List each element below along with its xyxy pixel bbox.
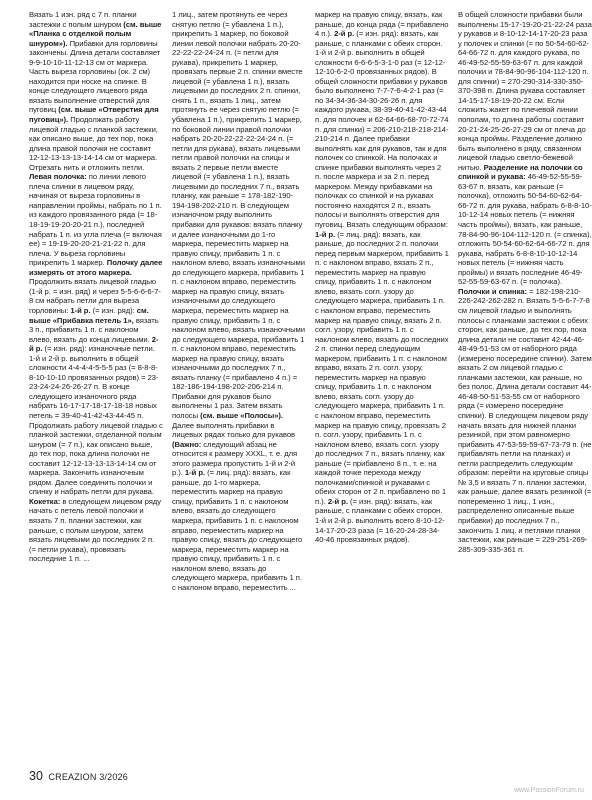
text-column-1 [29,10,163,564]
text-run: следующий абзац не относится к размеру XXXL, т. е. для этого размера пропустить 1-й и 2-й р.). [172,439,298,478]
text-run: вязать 3 п., прибавить 1 п. с наклоном влево, вязать до конца лицевыми. [29,315,159,344]
text-run: Продолжать работу лицевой гладью с планкой застежки, как описано выше, до тех пор, пока длина правой полочки не составит 12-12-13-13-13-14-14 см от маркера. Отрезать нить и отложить петли. [29,115,158,172]
bold-run: 2-й р. [29,334,159,354]
text-run: Продолжать работу лицевой гладью с планкой застежки, отделанной полым шнуром (= 7 п.), как описано выше, до тех пор, пока длина полочки не составит 12-12-13-13-13-14-14 см от маркера. Закончить изнаночным рядом. Далее соединить полочки и спинку и набрать петли для рукава. [29,420,163,497]
text-column-3 [315,10,449,545]
text-run: = 182-198-210-226-242-262-282 п. Вязать 5-5-6-7-7-8 см лицевой гладью и выполнять полосы с планками застежки с обеих сторон, как раньше, до тех пор, пока длина детали не составит 42-44-46-48-49-51-53 см от наборного ряда (измерено посередине спинки). [458,286,590,363]
text-run: 1 лиц., затем протянуть ее через снятую петлю (= убавлена 1 п.), прикрепить 1 маркер, по боковой линии левой полочки набрать 20-20-22-22-22-24-24 п. (= петли для рукава), прикрепить 1 маркер, провязать первые 2 п. спинки вместе лицевой (= убавлена 1 п.), вязать лицевыми до последних 2 п. спинки, снять 1 п., вязать 1 лиц., затем протянуть ее через снятую петлю (= убавлена 1 п.), прикрепить 1 маркер, по боковой линии правой полочки набрать 20-20-22-22-22-24-24 п. (= петли для рукава), вязать лицевыми петли правой полочки на спицы и вязать 2 первые петли вместе лицевой (= убавлена 1 п.), вязать лицевыми до последних 7 п., вязать планку, как раньше = 178-182-190-194-198-202-210 п. [172,10,303,210]
text-run: В следующем лицевом ряду начать вязать для нижней планки резинкой, при этом равномерно прибавить 47-53-59-59-67-73-79 п. (не прибавлять петли на планках) и петли распределить следующим образом: перейти на круговые спицы № 3,5 и вязать 7 п. планки застежки, как раньше, далее вязать резинкой (= попеременно 1 лиц., 1 изн., распределенно описанные выше прибавки) до последних 7 п., закончить 1 лиц. и петлями планки застежки, как раньше = 229-251-269-285-309-335-361 п. [458,410,592,554]
text-run: Вязать следующим образом: [346,220,448,230]
bold-run: 2-й р. [327,496,350,506]
bold-run: 1-й р. [315,229,338,239]
bold-run: 1-й р. [70,305,93,315]
text-run: (= изн. ряд): [92,305,137,315]
page-footer [29,769,128,783]
text-run: 1-й и 2-й р. выполнить всего 8-10-12-14-17-20-23 раза (= 16-20-24-28-34-40-46 провязанных рядов). [315,515,445,545]
bold-run: (Важно: [172,439,204,449]
text-run: (= лиц. ряд): вязать, как раньше, до 1-го маркера, переместить маркер на правую спицу, прибавить 1 п. с наклоном влево, вязать до следующего маркера, прибавить 1 п. с наклоном вправо, переместить маркер на правую спицу, вязать до следующего маркера, переместить маркер на правую спицу, прибавить 1 п. с наклоном влево, вязать до следующего маркера, прибавить 1 п. с наклоном вправо, переместить ... [172,468,303,592]
bold-run: Разделение на полочки со спинкой и рукава: [458,162,583,182]
text-run: В общей сложности прибавки были выполнены 15-17-19-20-21-22-24 раза у рукавов и 8-10-12-14-17-20-23 раза у полочек и спинки (= по 50-54-60-62-64-66-72 п. для каждого рукава, по 46-49-52-55-59-63-67 п. для каждой полочки и 78-84-90-96-104-112-120 п. для спинки) = 270-290-314-330-350-370-398 п. [458,10,592,96]
bold-run: 1-й р. [184,468,208,478]
bold-run: см. выше «Прибавка петель 1», [29,305,149,325]
bold-run: (см. выше «Отверстия для пуговиц»). [29,105,159,125]
text-run: 1-й и 2-й р. выполнить в общей сложности 6-6-6-5-3-1-0 раз (= 12-12-12-10-6-2-0 провязанных рядов). [315,48,446,77]
text-run: (= лиц. ряд): вязать, как раньше, до последних 2 п. полочки перед первым маркером, прибавить 1 п. с наклоном вправо, вязать 2 п., переместить маркер на правую спицу, прибавить 1 п. с наклоном влево, вязать согл. узору до следующего маркера, прибавить 1 п. с наклоном вправо, переместить маркер на правую спицу, вязать 2 п. согл. узору, прибавить 1 п. с наклоном влево, вязать до последних 2 п. спинки перед следующим маркером, прибавить 1 п. с наклоном вправо, вязать 2 п. согл. узору, переместить маркер на правую спицу, прибавить 1 п. с наклоном влево, вязать согл. узору до следующего маркера, прибавить 1 п. с наклоном вправо, переместить маркер на правую спицу, провязать 2 п. согл. узору, прибавить 1 п. с наклоном влево, вязать согл. узору до последних 7 п., вязать планку, как раньше (= прибавлено 8 п., т. е. на каждой точке перехода между полочками/спинкой и рукавами с обеих сторон от 2 п. прибавлено по 1 п.). [315,229,449,506]
bold-run: Левая полочка: [29,172,89,182]
column-text [172,10,306,592]
bold-run: (см. выше «Планка с отделкой полым шнуром»). [29,19,162,48]
text-run: маркер на правую спицу, вязать, как раньше, до конца ряда (= прибавлено 4 п.). [315,10,449,39]
bold-run: Кокетка: [29,496,63,506]
text-run: 1-й и 2-й р. выполнить в общей сложности 4-4-4-4-5-5-5 раз (= 8-8-8-8-10-10-10 провязанных рядов) = 23-23-24-24-26-26-27 п. В конце следующего изнаночного ряда набрать 16-17-17-18-17-18-18 новых петель = 39-40-41-42-43-44-45 п. [29,353,159,420]
text-run: Прибавки для горловины закончены. Длина детали составляет 9-9-10-10-11-12-13 см от маркера. Часть выреза горловины (ок. 2 см) находится при носке на спинке. В конце следующего лицевого ряда вязать выполнение отверстий для пуговиц [29,38,161,115]
bold-run: Полочку далее измерять от этого маркера. [29,258,163,277]
column-text [315,10,449,545]
page-number: 30 [29,769,43,783]
magazine-issue: CREAZION 3/2026 [48,772,128,782]
text-run: Вязать 1 изн. ряд с 7 п. планки застежки с полым шнуром [29,10,137,29]
text-run: Длина рукава составляет 14-15-17-18-19-20-22 см. Если сложить жакет по плечевой линии пополам, то длина работы составит 20-21-24-25-26-27-29 см от плеча до конца проймы. Разделение должно быть выполнено в ряду, связанном лицевой гладью светло-бежевой нитью. [458,86,586,172]
column-text [29,10,163,564]
text-run: Далее прибавки выполнять как для рукавов, так и для полочек со спинкой. На полочках и спинке прибавки выполнять через 2 п. после маркера и за 2 п. перед маркером. Между прибавками на полочках со спинкой и на рукавах постоянно находятся 2 п., вязать полосы и выполнять отверстия для пуговиц. [315,134,447,230]
bold-run: (см. выше «Полосы»). [200,410,283,420]
text-run: (= изн. ряд): изнаночные петли. [44,344,155,354]
text-run: 46-49-52-55-59-63-67 п. вязать, как раньше (= полочка), отложить 50-54-60-62-64-66-72 п. для рукава, набрать 6-8-8-10-10-12-14 новых петель (= нижняя часть проймы), вязать, как раньше, 78-84-90-96-104-112-120 п. (= спинка), отложить 50-54-60-62-64-66-72 п. для рукава, набрать 6-8-8-10-10-12-14 новых петель (= нижняя часть проймы) и вязать последние 46-49-52-55-59-63-67 п. (= полочка). [458,172,592,287]
text-column-4 [458,10,592,554]
text-run: В общей сложности прибавки у рукавов было выполнено 7-7-7-6-4-2-1 раз (= по 34-34-36-34-30-26-26 п. для каждого рукава, 38-39-40-41-42-43-44 п. для полочек и 62-64-66-68-70-72-74 п. для спинки) = 206-210-218-218-214-210-214 п. [315,67,449,144]
text-run: Затем вязать 2 см лицевой гладью с планками застежки, как раньше, но без полос. Длина детали составит 44-46-48-50-51-53-55 см от наборного ряда (= измерено посередине спинки). [458,353,592,420]
watermark: www.PassionForum.ru [513,787,584,794]
bold-run: 2-й р. [334,29,357,39]
bold-run: Полочки и спинка: [458,286,530,296]
column-text [458,10,592,554]
text-run: (= изн. ряд): вязать, как раньше, с планками с обеих сторон. [315,29,443,48]
text-run: Продолжить вязать лицевой гладью (1-й р. = изн. ряд) и через 5-5-6-6-6-7-8 см набрать петли для выреза горловины: [29,277,161,315]
text-run: Далее выполнять прибавки в лицевых рядах только для рукавов [172,420,296,440]
text-run: В следующем изнаночном ряду выполнить прибавки для рукавов: вязать планку и далее изнаночными до 1-го маркера, переместить маркер на правую спицу, прибавить 1 п. с наклоном влево, вязать изнаночными до следующего маркера, прибавить 1 п. с наклоном вправо, переместить маркер на правую спицу, вязать изнаночными до следующего маркера, переместить маркер на правую спицу, прибавить 1 п. с наклоном влево, вязать изнаночными до следующего маркера, прибавить 1 п. с наклоном вправо, переместить маркер на правую спицу, вязать изнаночными до последних 7 п., вязать планку (= прибавлено 4 п.) = 182-186-194-198-202-206-214 п. Прибавки для рукавов было выполнены 1 раз. Затем вязать полосы [172,200,305,420]
text-run: (= изн. ряд): вязать, как раньше, с планками с обеих сторон. [315,496,443,516]
text-run: в следующем лицевом ряду начать с петель левой полочки и вязать 7 п. планки застежки, как раньше, с полым шнуром, затем вязать лицевыми до последних 2 п. (= петли рукава), провязать последние 1 п. ... [29,496,161,564]
text-column-2 [172,10,306,592]
text-run: по линии левого плеча слинки в лицевом ряду, начиная от выреза горловины в направлении проймы, набрать по 1 п. из каждого провязанного ряда (= 18-18-19-19-20-20-21 п.), последней набрать 1 п. из угла плеча (= включая ее) = 19-19-20-20-21-21-22 п. для плеча. У выреза горловины прикрепить 1 маркер. [29,172,162,268]
